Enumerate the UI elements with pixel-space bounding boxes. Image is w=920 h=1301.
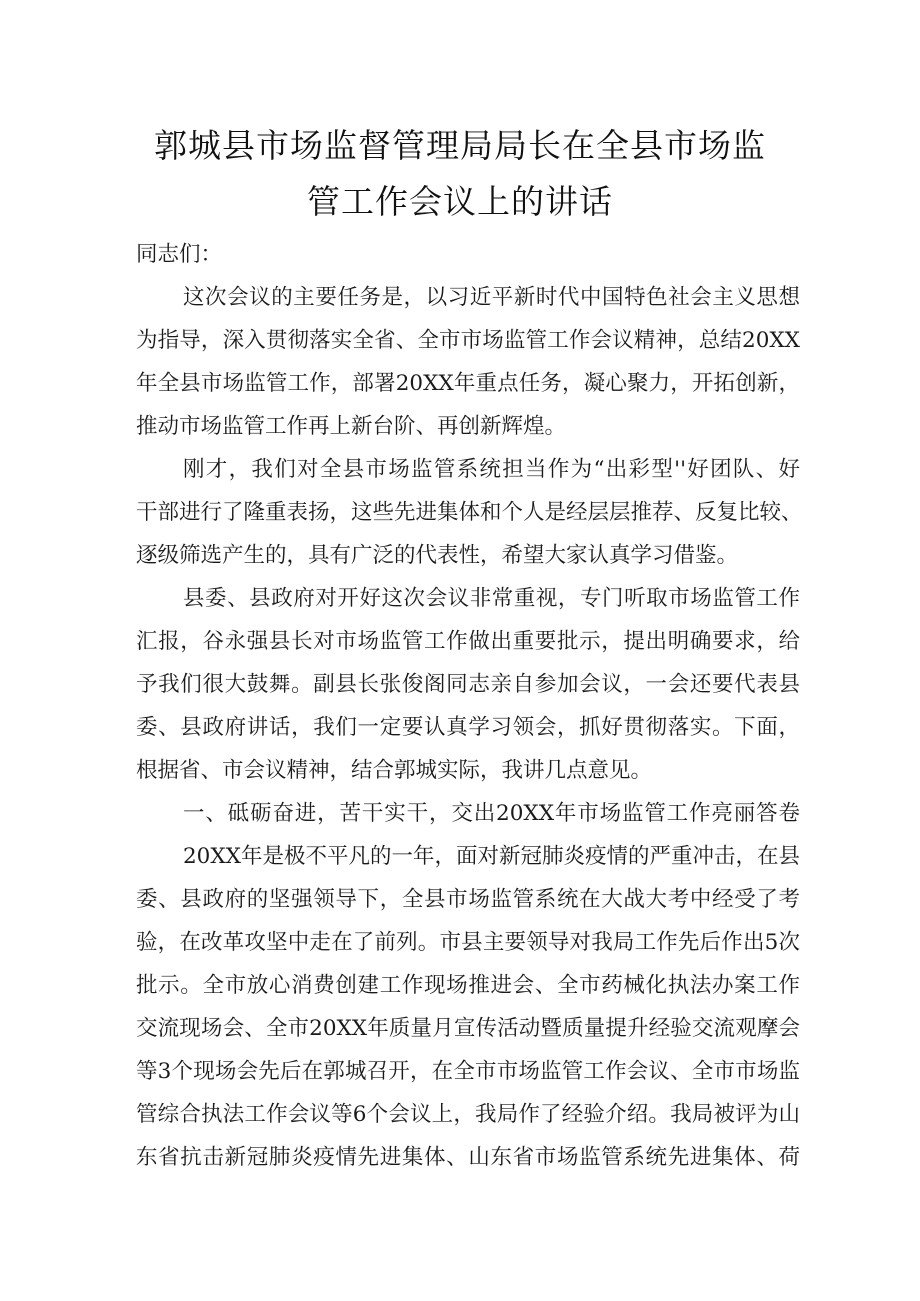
paragraph-line: 根据省、市会议精神，结合郭城实际，我讲几点意见。 — [136, 758, 653, 783]
paragraph-line: 委、县政府讲话，我们一定要认真学习领会，抓好贯彻落实。下面， — [136, 715, 800, 740]
paragraph-line: 县委、县政府对开好这次会议非常重视，专门听取市场监管工作 — [183, 586, 800, 611]
paragraph-line: 刚才，我们对全县市场监管系统担当作为“出彩型''好团队、好 — [183, 457, 800, 482]
paragraph-line: 干部进行了隆重表扬，这些先进集体和个人是经层层推荐、反复比较、 — [136, 500, 803, 525]
paragraph-line: 推动市场监管工作再上新台阶、再创新辉煌。 — [136, 414, 567, 439]
paragraph-line: 等3个现场会先后在郭城召开，在全市市场监管工作会议、全市市场监 — [136, 1059, 800, 1084]
paragraph-line: 予我们很大鼓舞。副县长张俊阁同志亲自参加会议，一会还要代表县 — [136, 672, 800, 697]
document-title-line-2: 管工作会议上的讲话 — [307, 182, 613, 221]
paragraph-line: 东省抗击新冠肺炎疫情先进集体、山东省市场监管系统先进集体、荷 — [136, 1145, 800, 1170]
paragraph-line: 逐级筛选产生的，具有广泛的代表性，希望大家认真学习借鉴。 — [136, 543, 739, 568]
paragraph-line: 汇报，谷永强县长对市场监管工作做出重要批示，提出明确要求，给 — [136, 629, 800, 654]
paragraph-line: 为指导，深入贯彻落实全省、全市市场监管工作会议精神，总结20XX — [136, 328, 800, 353]
paragraph-line: 这次会议的主要任务是，以习近平新时代中国特色社会主义思想 — [183, 285, 800, 310]
paragraph-line: 20XX年是极不平凡的一年，面对新冠肺炎疫情的严重冲击，在县 — [183, 844, 800, 869]
paragraph-line: 验，在改革攻坚中走在了前列。市县主要领导对我局工作先后作出5次 — [136, 930, 800, 955]
paragraph-line: 年全县市场监管工作，部署20XX年重点任务，凝心聚力，开拓创新， — [136, 371, 800, 396]
document-title-line-1: 郭城县市场监督管理局局长在全县市场监 — [154, 126, 766, 165]
paragraph-line: 交流现场会、全市20XX年质量月宣传活动暨质量提升经验交流观摩会 — [136, 1016, 800, 1041]
paragraph-line: 管综合执法工作会议等6个会议上，我局作了经验介绍。我局被评为山 — [136, 1102, 800, 1127]
paragraph-line: 委、县政府的坚强领导下，全县市场监管系统在大战大考中经受了考 — [136, 887, 800, 912]
paragraph-line: 批示。全市放心消费创建工作现场推进会、全市药械化执法办案工作 — [136, 973, 800, 998]
salutation: 同志们： — [136, 242, 223, 267]
section-heading: 一、砥砺奋进，苦干实干，交出20XX年市场监管工作亮丽答卷 — [183, 801, 800, 826]
